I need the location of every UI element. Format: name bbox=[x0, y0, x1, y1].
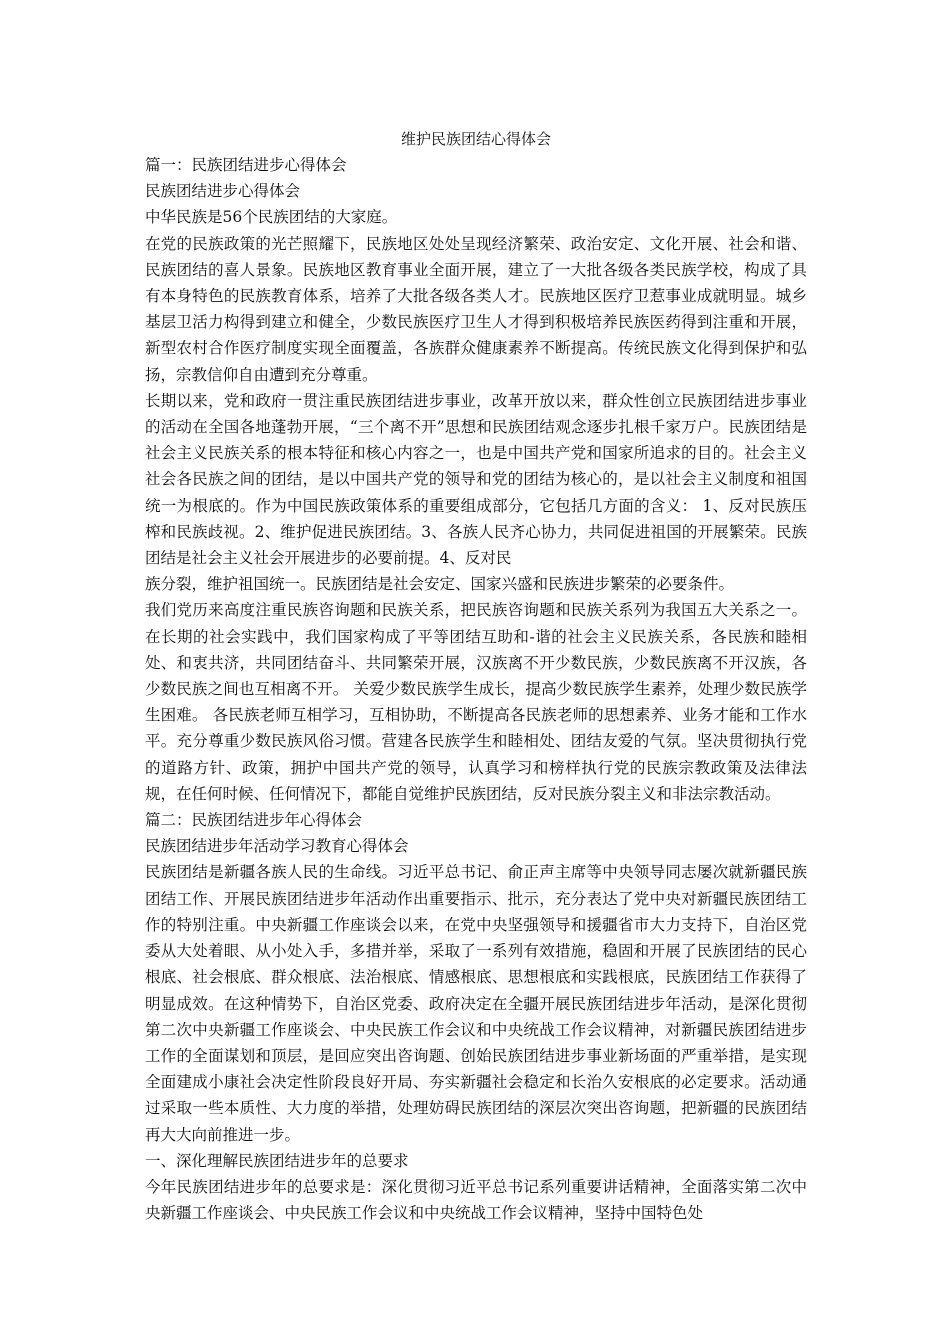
paragraph: 在党的民族政策的光芒照耀下，民族地区处处呈现经济繁荣、政治安定、文化开展、社会和谐、民族团结的喜人景象。民族地区教育事业全面开展，建立了一大批各级各类民族学校，构成了具有本身特色的民族教育体系，培养了大批各级各类人才。民族地区医疗卫惹事业成就明显。城乡基层卫活力构得到建立和健全，少数民族医疗卫生人才得到积极培养民族医药得到注重和开展，新型农村合作医疗制度实现全面覆盖，各族群众健康素养不断提高。传统民族文化得到保护和弘扬，宗教信仰自由遭到充分尊重。 bbox=[145, 234, 807, 384]
document-page bbox=[145, 126, 807, 1226]
paragraph: 今年民族团结进步年的总要求是：深化贯彻习近平总书记系列重要讲话精神，全面落实第二次中央新疆工作座谈会、中央民族工作会议和中央统战工作会议精神，坚持中国特色处 bbox=[145, 1177, 807, 1223]
paragraph: 中华民族是56个民族团结的大家庭。 bbox=[145, 208, 398, 227]
document-title: 维护民族团结心得体会 bbox=[400, 130, 551, 148]
paragraph-continuation: 族分裂，维护祖国统一。民族团结是社会安定、国家兴盛和民族进步繁荣的必要条件。 bbox=[145, 575, 735, 594]
paragraph: 长期以来，党和政府一贯注重民族团结进步事业，改革开放以来，群众性创立民族团结进步事业的活动在全国各地蓬勃开展，“三个离不开”思想和民族团结观念逐步扎根千家万户。民族团结是社会主义民族关系的根本特征和核心内容之一，也是中国共产党和国家所追求的目的。社会主义社会各民族之间的团结，是以中国共产党的领导和党的团结为核心的，是以社会主义制度和祖国统一为根底的。作为中国民族政策体系的重要组成部分，它包括几方面的含义： 1、反对民族压榨和民族歧视。2、维护促进民族团结。3、各族人民齐心协力，共同促进祖国的开展繁荣。民族团结是社会主义社会开展进步的必要前提。4、反对民 bbox=[145, 391, 807, 568]
section-heading-one: 篇一：民族团结进步心得体会 bbox=[145, 156, 347, 174]
subheading: 民族团结进步心得体会 bbox=[145, 182, 301, 201]
numbered-heading: 一、深化理解民族团结进步年的总要求 bbox=[145, 1151, 409, 1170]
paragraph: 我们党历来高度注重民族咨询题和民族关系，把民族咨询题和民族关系列为我国五大关系之一。在长期的社会实践中，我们国家构成了平等团结互助和-谐的社会主义民族关系，各民族和睦相处、和衷共济，共同团结奋斗、共同繁荣开展，汉族离不开少数民族，少数民族离不开汉族，各少数民族之间也互相离不开。 关爱少数民族学生成长，提高少数民族学生素养，处理少数民族学生困难。 各民族老师互相学习，互相协助，不断提高各民族老师的思想素养、业务才能和工作水平。充分尊重少数民族风俗习惯。营建各民族学生和睦相处、团结友爱的气氛。坚决贯彻执行党的道路方针、政策，拥护中国共产党的领导，认真学习和榜样执行党的民族宗教政策及法律法规，在任何时候、任何情况下，都能自觉维护民族团结，反对民族分裂主义和非法宗教活动。 bbox=[145, 601, 807, 803]
section-heading-two: 篇二：民族团结进步年心得体会 bbox=[145, 811, 363, 830]
paragraph: 民族团结是新疆各族人民的生命线。习近平总书记、俞正声主席等中央领导同志屡次就新疆民族团结工作、开展民族团结进步年活动作出重要指示、批示，充分表达了党中央对新疆民族团结工作的特别注重。中央新疆工作座谈会以来，在党中央坚强领导和援疆省市大力支持下，自治区党委从大处着眼、从小处入手，多措并举，采取了一系列有效措施，稳固和开展了民族团结的民心根底、社会根底、群众根底、法治根底、情感根底、思想根底和实践根底，民族团结工作获得了明显成效。在这种情势下，自治区党委、政府决定在全疆开展民族团结进步年活动，是深化贯彻第二次中央新疆工作座谈会、中央民族工作会议和中央统战工作会议精神，对新疆民族团结进步工作的全面谋划和顶层，是回应突出咨询题、创始民族团结进步事业新场面的严重举措，是实现全面建成小康社会决定性阶段良好开局、夯实新疆社会稳定和长治久安根底的必定要求。活动通过采取一些本质性、大力度的举措，处理妨碍民族团结的深层次突出咨询题，把新疆的民族团结再大大向前推进一步。 bbox=[145, 863, 807, 1144]
subheading: 民族团结进步年活动学习教育心得体会 bbox=[145, 837, 409, 856]
